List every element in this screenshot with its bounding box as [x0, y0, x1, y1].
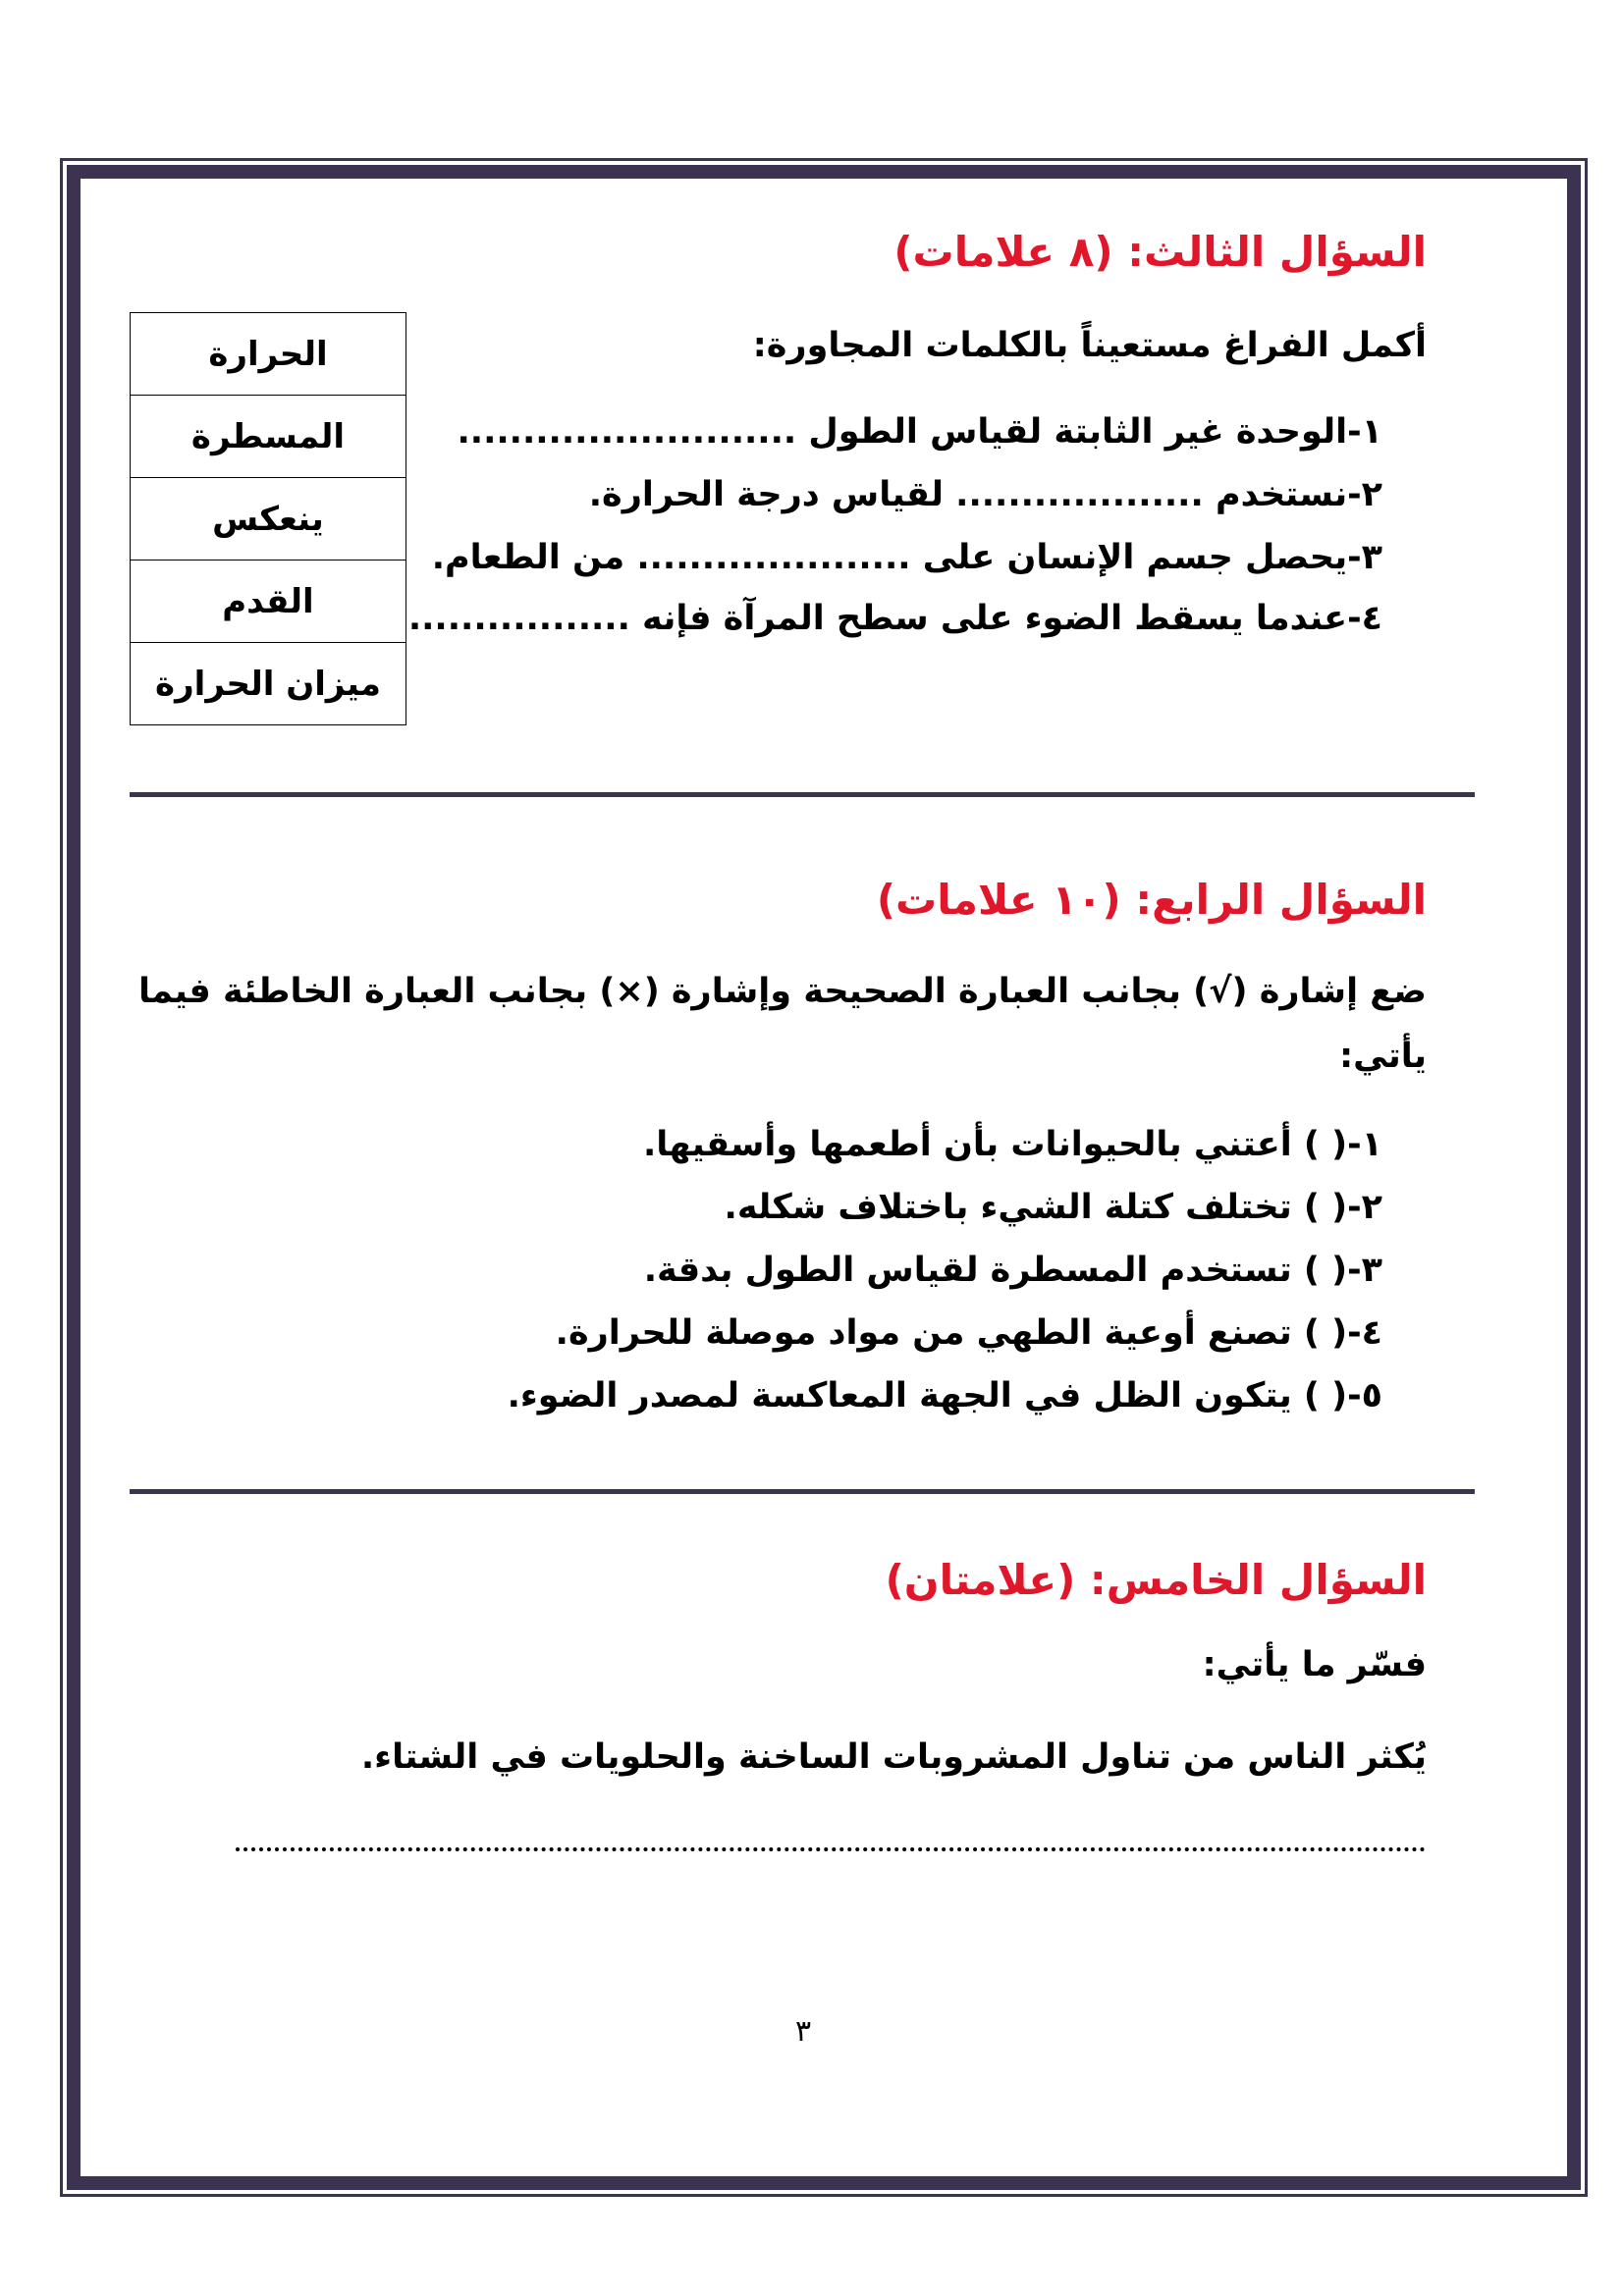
section-divider: [130, 1489, 1475, 1494]
word-bank-cell: الحرارة: [131, 313, 406, 396]
q4-item-1: ١-( ) أعتني بالحيوانات بأن أطعمها وأسقيها.: [642, 1125, 1382, 1164]
q3-item-1: ١-الوحدة غير الثابتة لقياس الطول ..........................: [457, 412, 1382, 452]
q3-instruction: أكمل الفراغ مستعيناً بالكلمات المجاورة:: [752, 326, 1427, 365]
word-bank-table: [130, 312, 406, 725]
q3-item-2: ٢-نستخدم ................... لقياس درجة الحرارة.: [588, 475, 1382, 514]
q3-item-3: ٣-يحصل جسم الإنسان على ..................... من الطعام.: [431, 538, 1382, 577]
q4-instruction-line1: ضع إشارة (√) بجانب العبارة الصحيحة وإشارة (×) بجانب العبارة الخاطئة فيما: [138, 972, 1427, 1011]
q5-statement: يُكثر الناس من تناول المشروبات الساخنة والحلويات في الشتاء.: [360, 1737, 1427, 1777]
q4-item-5: ٥-( ) يتكون الظل في الجهة المعاكسة لمصدر الضوء.: [507, 1376, 1382, 1415]
page-number: ٣: [795, 2014, 812, 2049]
word-bank-cell: ينعكس: [131, 478, 406, 561]
q4-heading: السؤال الرابع: (١٠ علامات): [876, 876, 1427, 924]
q4-item-3: ٣-( ) تستخدم المسطرة لقياس الطول بدقة.: [643, 1251, 1382, 1290]
q3-heading: السؤال الثالث: (٨ علامات): [893, 228, 1427, 276]
q4-instruction-line2: يأتي:: [1339, 1037, 1427, 1076]
word-bank-cell: المسطرة: [131, 396, 406, 478]
word-bank-cell: ميزان الحرارة: [131, 643, 406, 725]
q4-item-2: ٢-( ) تختلف كتلة الشيء باختلاف شكله.: [724, 1188, 1382, 1227]
word-bank-cell: القدم: [131, 561, 406, 643]
section-divider: [130, 792, 1475, 797]
q4-item-4: ٤-( ) تصنع أوعية الطهي من مواد موصلة للحرارة.: [555, 1313, 1382, 1353]
answer-line: [236, 1843, 1426, 1851]
q5-heading: السؤال الخامس: (علامتان): [885, 1556, 1427, 1604]
q5-instruction: فسّر ما يأتي:: [1202, 1645, 1427, 1684]
q3-item-4: ٤-عندما يسقط الضوء على سطح المرآة فإنه .................: [407, 599, 1382, 638]
